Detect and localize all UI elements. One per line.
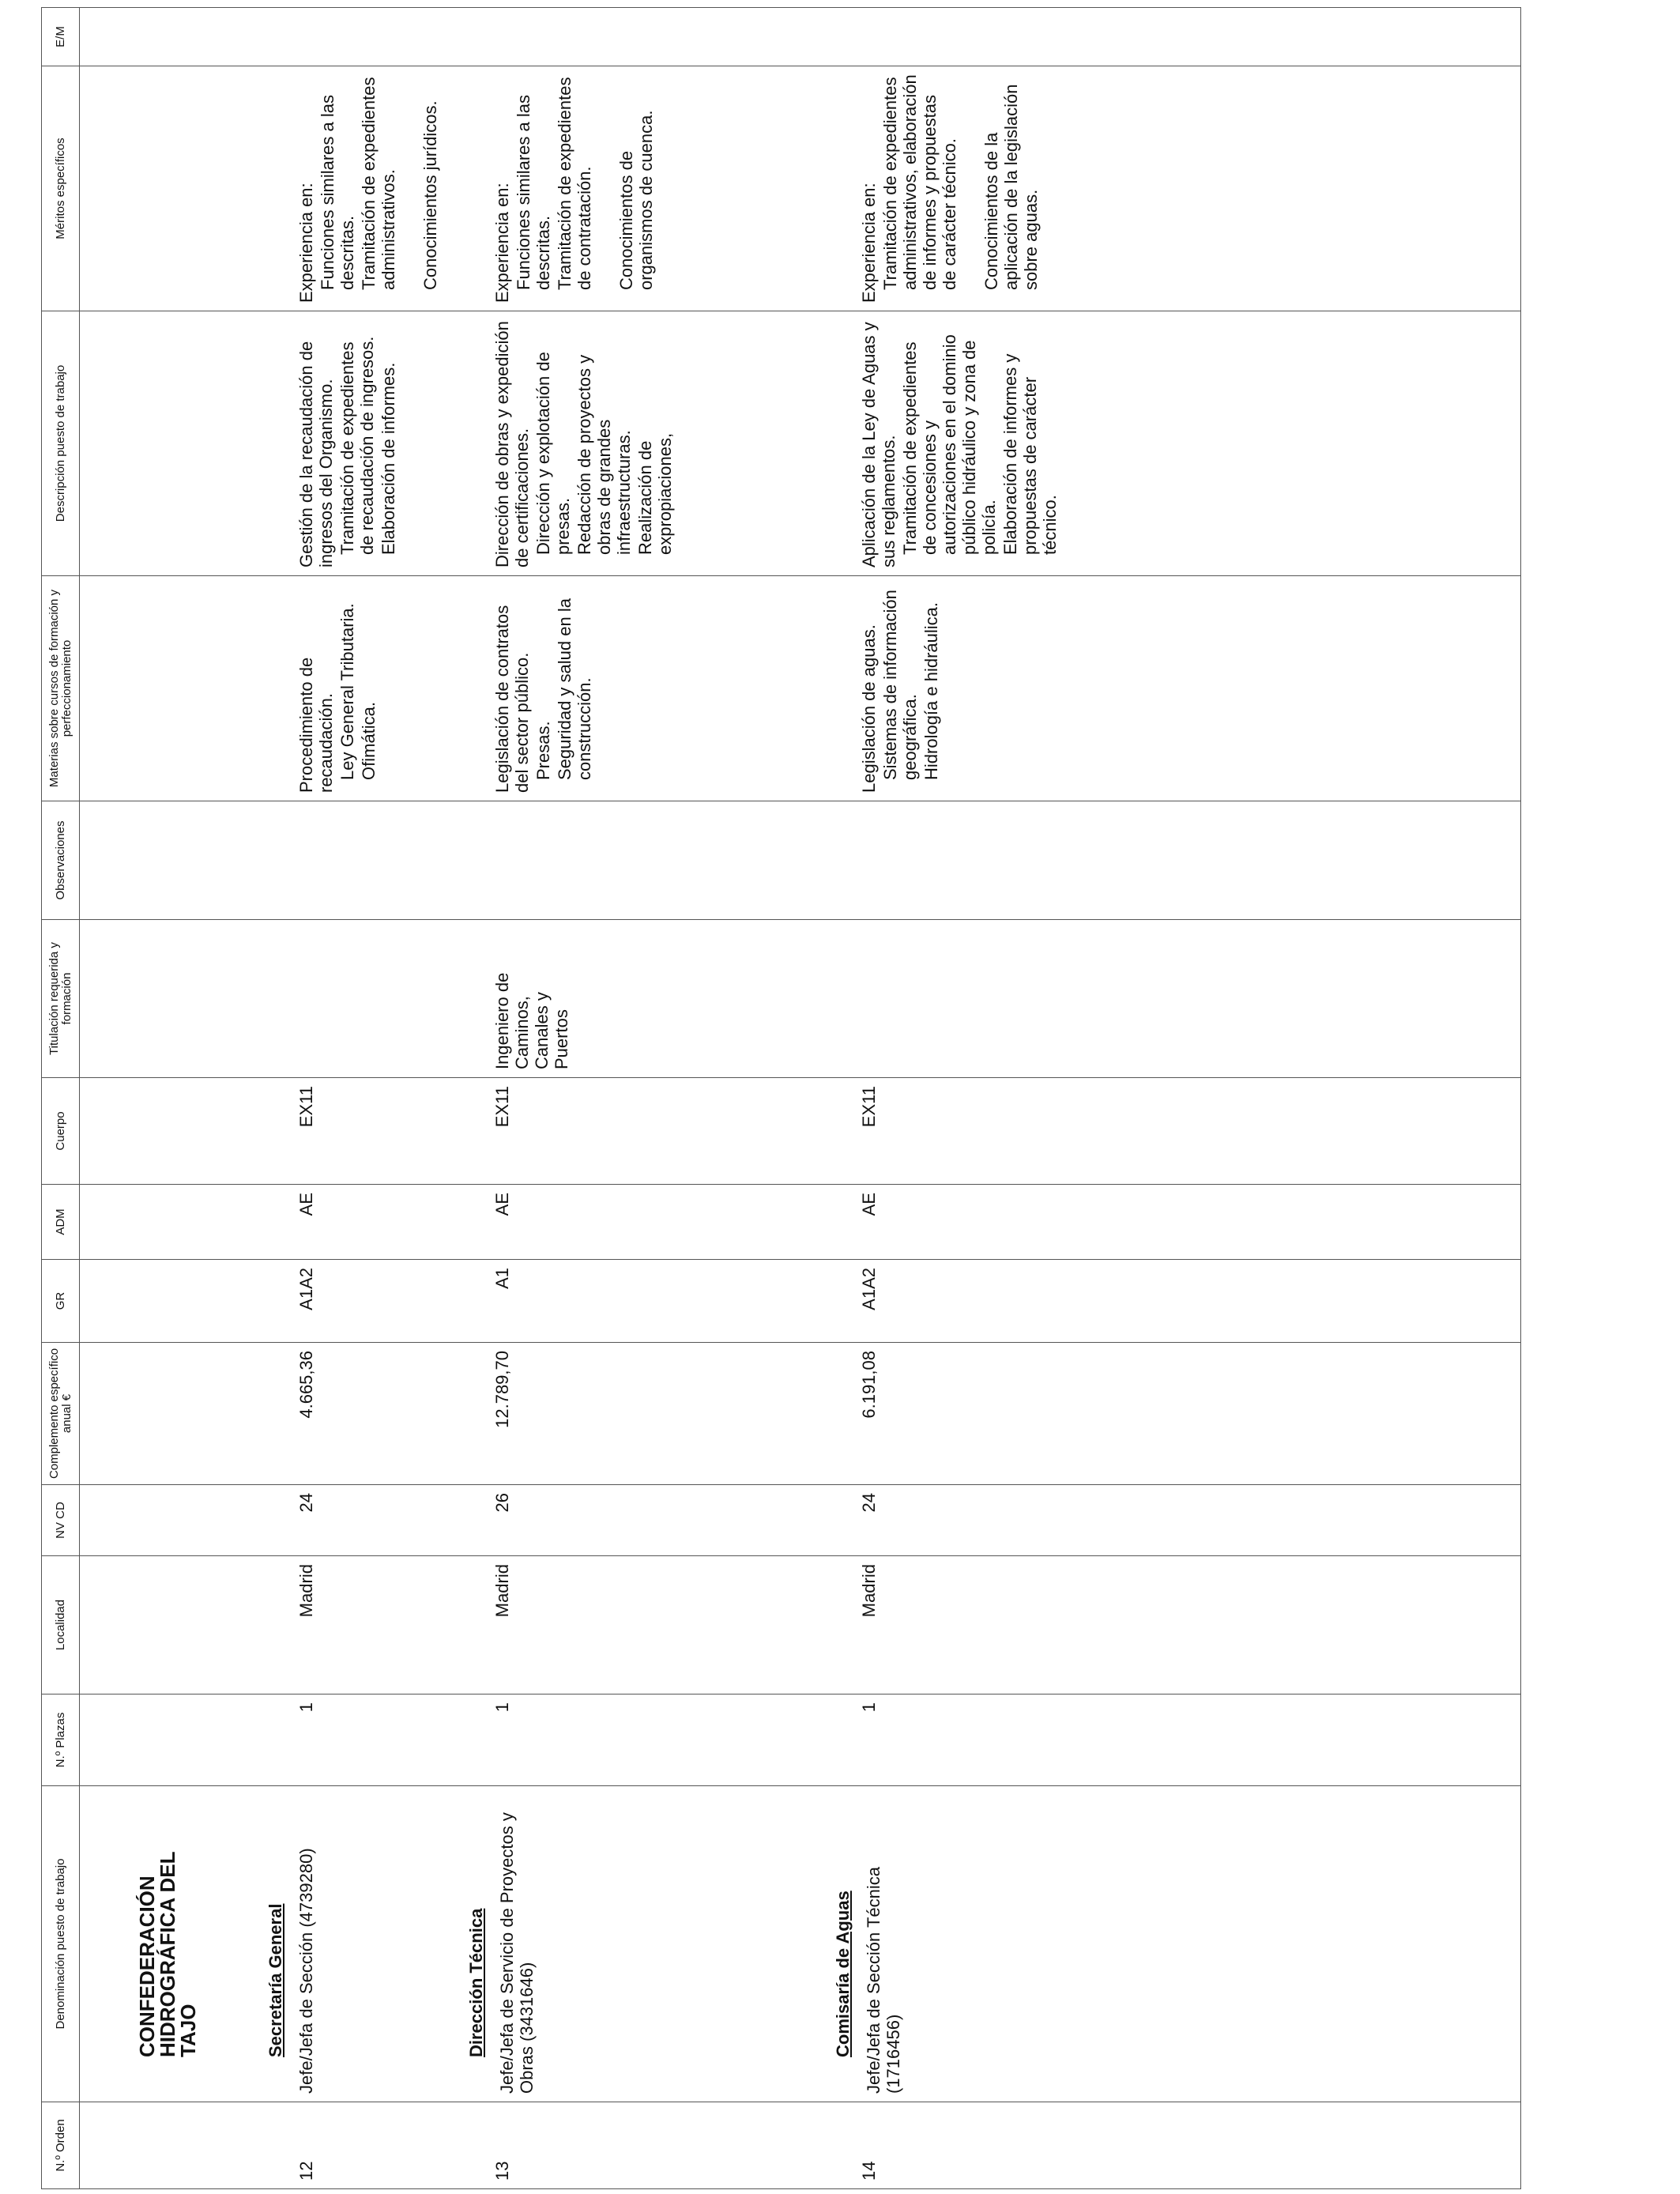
plazas-cell	[448, 1695, 796, 1786]
cuerpo-value: EX11	[859, 1086, 879, 1128]
unit-title: Comisaría de Aguas	[833, 1891, 853, 2057]
complemento-value: 6.191,08	[859, 1351, 879, 1419]
header-cuerpo: Cuerpo	[42, 1078, 80, 1185]
descripcion-item: Tramitación de expedientes de recaudación de ingresos.	[337, 336, 377, 555]
header-complemento: Complemento específico anual €	[42, 1343, 80, 1485]
localidad-cell	[448, 1556, 796, 1695]
meritos-cell	[80, 66, 449, 311]
orden-cell	[448, 2102, 796, 2189]
localidad-cell	[796, 1556, 1520, 1695]
denominacion-cell	[448, 1786, 796, 2102]
denominacion-value: Jefe/Jefa de Sección (4739280)	[296, 1848, 316, 2094]
cursos-list	[290, 576, 386, 801]
organism-title-block	[80, 1786, 205, 2102]
cursos-item: Ley General Tributaria.	[337, 603, 357, 780]
unit-title-line	[796, 1786, 857, 2102]
em-value	[853, 8, 859, 66]
descripcion-list	[290, 311, 406, 575]
cursos-cell	[448, 576, 796, 801]
plazas-value: 1	[492, 1702, 512, 1713]
grupo-cell	[796, 1260, 1520, 1343]
descripcion-item: Aplicación de la Ley de Aguas y sus reglamentos.	[859, 322, 898, 567]
adm-value: AE	[859, 1193, 879, 1216]
cuerpo-value: EX11	[492, 1086, 512, 1128]
localidad-cell	[80, 1556, 449, 1695]
nivel-cell	[80, 1485, 449, 1556]
denominacion-value: Jefe/Jefa de Sección Técnica (1716456)	[864, 1867, 903, 2094]
meritos-extra: Conocimientos de la aplicación de la legislación sobre aguas.	[981, 84, 1041, 290]
table-row	[796, 8, 1520, 2189]
cursos-item: Seguridad y salud en la construcción.	[555, 598, 594, 780]
cuerpo-cell	[80, 1078, 449, 1185]
complemento-cell	[796, 1343, 1520, 1485]
adm-cell	[448, 1185, 796, 1260]
meritos-cell	[796, 66, 1520, 311]
cursos-item: Presas.	[533, 721, 553, 780]
descripcion-item: Dirección de obras y expedición de certificaciones.	[492, 321, 532, 567]
meritos-item: Tramitación de expedientes administrativos.	[359, 77, 398, 290]
descripcion-item: Realización de expropiaciones,	[635, 432, 675, 555]
cursos-item: Legislación de contratos del sector público.	[492, 605, 532, 793]
complemento-cell	[80, 1343, 449, 1485]
meritos-intro: Experiencia en:	[296, 183, 316, 303]
plazas-cell	[80, 1695, 449, 1786]
job-positions-table	[41, 7, 1521, 2189]
header-em: E/M	[42, 8, 80, 66]
descripcion-item: Gestión de la recaudación de ingresos del Organismo.	[296, 341, 336, 567]
table-header-row	[42, 8, 80, 2189]
descripcion-item: Elaboración de informes.	[379, 362, 398, 555]
header-observaciones: Observaciones	[42, 801, 80, 920]
meritos-extra: Conocimientos de organismos de cuenca.	[616, 110, 656, 290]
header-denominacion: Denominación puesto de trabajo	[42, 1786, 80, 2102]
cuerpo-cell	[448, 1078, 796, 1185]
nivel-value: 24	[859, 1493, 879, 1513]
cursos-cell	[80, 576, 449, 801]
localidad-value: Madrid	[296, 1564, 316, 1618]
header-adm: ADM	[42, 1185, 80, 1260]
nivel-cell	[796, 1485, 1520, 1556]
observaciones-cell	[448, 801, 796, 920]
em-cell	[796, 8, 1520, 66]
meritos-list	[853, 66, 1049, 311]
nivel-value: 26	[492, 1493, 512, 1513]
descripcion-cell	[796, 311, 1520, 576]
titulacion-cell	[796, 920, 1520, 1078]
titulacion-value	[290, 920, 296, 1077]
denominacion-value: Jefe/Jefa de Servicio de Proyectos y Obras (3431646)	[497, 1812, 537, 2094]
orden-value: 13	[492, 2161, 512, 2181]
unit-title: Secretaría General	[266, 1903, 285, 2057]
orden-value: 12	[296, 2161, 316, 2181]
cursos-list	[853, 576, 949, 801]
localidad-value: Madrid	[492, 1564, 512, 1618]
descripcion-item: Redacción de proyectos y obras de grandes infraestructuras.	[574, 354, 634, 555]
descripcion-item: Tramitación de expedientes de concesiones y autorizaciones en el dominio público hidráulico y zona de policía.	[900, 334, 999, 555]
em-cell	[448, 8, 796, 66]
descripcion-cell	[80, 311, 449, 576]
adm-value: AE	[296, 1193, 316, 1216]
cursos-item: Procedimiento de recaudación.	[296, 657, 336, 793]
meritos-item: Funciones similares a las descritas.	[514, 95, 553, 290]
cursos-item: Ofimática.	[359, 701, 379, 780]
grupo-value: A1A2	[296, 1268, 316, 1310]
cursos-item: Legislación de aguas.	[859, 624, 879, 793]
header-titulacion: Titulación requerida y formación	[42, 920, 80, 1078]
organism-title: CONFEDERACIÓN HIDROGRÁFICA DEL TAJO	[135, 1852, 200, 2057]
cuerpo-cell	[796, 1078, 1520, 1185]
orden-value: 14	[859, 2161, 879, 2181]
em-value	[486, 8, 492, 66]
em-cell	[80, 8, 449, 66]
grupo-value: A1	[492, 1268, 512, 1289]
orden-cell	[80, 2102, 449, 2189]
descripcion-list	[853, 311, 1068, 575]
header-cursos: Materias sobre cursos de formación y perfeccionamiento	[42, 576, 80, 801]
descripcion-item: Dirección y explotación de presas.	[533, 352, 573, 555]
cursos-item: Hidrología e hidráulica.	[921, 601, 941, 780]
denominacion-cell	[796, 1786, 1520, 2102]
observaciones-value	[290, 801, 296, 919]
titulacion-cell	[80, 920, 449, 1078]
cursos-cell	[796, 576, 1520, 801]
descripcion-cell	[448, 311, 796, 576]
table-row	[80, 8, 449, 2189]
observaciones-cell	[796, 801, 1520, 920]
observaciones-cell	[80, 801, 449, 920]
grupo-value: A1A2	[859, 1268, 879, 1310]
complemento-value: 4.665,36	[296, 1351, 316, 1419]
observaciones-value	[486, 801, 492, 919]
unit-title-line	[205, 1786, 290, 2102]
adm-cell	[80, 1185, 449, 1260]
header-plazas: N.º Plazas	[42, 1695, 80, 1786]
meritos-extra: Conocimientos jurídicos.	[420, 100, 440, 290]
titulacion-cell	[448, 920, 796, 1078]
denominacion-cell	[80, 1786, 449, 2102]
plazas-cell	[796, 1695, 1520, 1786]
em-value	[290, 8, 296, 66]
meritos-intro: Experiencia en:	[859, 183, 879, 303]
plazas-value: 1	[296, 1702, 316, 1713]
adm-value: AE	[492, 1193, 512, 1216]
localidad-value: Madrid	[859, 1564, 879, 1618]
meritos-intro: Experiencia en:	[492, 183, 512, 303]
descripcion-list	[486, 311, 683, 575]
header-grupo: GR	[42, 1260, 80, 1343]
meritos-item: Funciones similares a las descritas.	[318, 95, 357, 290]
header-localidad: Localidad	[42, 1556, 80, 1695]
meritos-cell	[448, 66, 796, 311]
nivel-cell	[448, 1485, 796, 1556]
grupo-cell	[448, 1260, 796, 1343]
unit-title: Dirección Técnica	[466, 1908, 486, 2057]
descripcion-item: Elaboración de informes y propuestas de carácter técnico.	[1000, 353, 1060, 555]
grupo-cell	[80, 1260, 449, 1343]
header-orden: N.º Orden	[42, 2102, 80, 2189]
meritos-list	[290, 66, 448, 311]
titulacion-value	[853, 920, 859, 1077]
meritos-item: Tramitación de expedientes administrativos, elaboración de informes y propuestas de carácter técnico.	[880, 74, 959, 290]
header-meritos: Méritos específicos	[42, 66, 80, 311]
meritos-item: Tramitación de expedientes de contratación.	[555, 77, 594, 290]
titulacion-value: Ingeniero de Caminos, Canales y Puertos	[492, 972, 571, 1069]
header-nivel: NV CD	[42, 1485, 80, 1556]
adm-cell	[796, 1185, 1520, 1260]
table-row	[448, 8, 796, 2189]
cursos-item: Sistemas de información geográfica.	[880, 590, 920, 780]
orden-cell	[796, 2102, 1520, 2189]
cuerpo-value: EX11	[296, 1086, 316, 1128]
nivel-value: 24	[296, 1493, 316, 1513]
unit-title-line	[448, 1786, 491, 2102]
observaciones-value	[853, 801, 859, 919]
header-descripcion: Descripción puesto de trabajo	[42, 311, 80, 576]
cursos-list	[486, 576, 602, 801]
complemento-cell	[448, 1343, 796, 1485]
meritos-list	[486, 66, 664, 311]
complemento-value: 12.789,70	[492, 1351, 512, 1428]
plazas-value: 1	[859, 1702, 879, 1713]
